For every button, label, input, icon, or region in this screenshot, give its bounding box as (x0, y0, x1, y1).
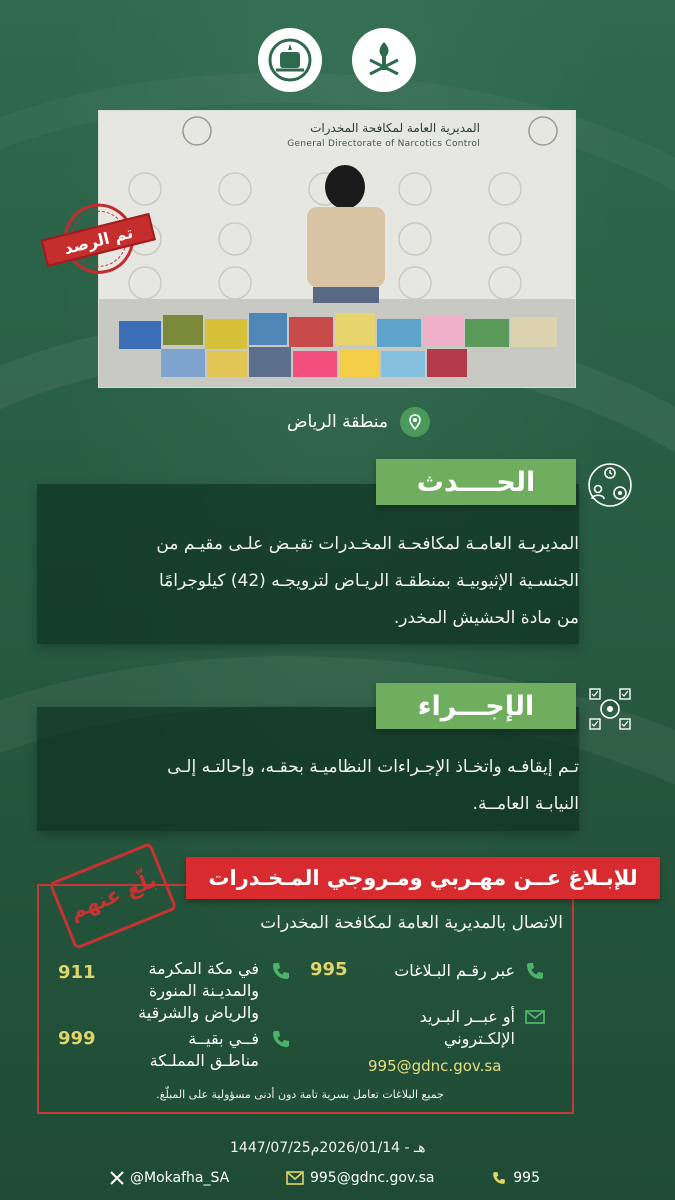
footer-date: 1447/07/25هـ - 2026/01/14م (230, 1140, 426, 1156)
photo-backdrop (99, 111, 576, 388)
footer-email-address: 995@gdnc.gov.sa (309, 1170, 435, 1186)
gdnc-emblem (258, 28, 322, 92)
report-email-link[interactable]: 995@gdnc.gov.sa (368, 1057, 502, 1075)
saudi-emblem (352, 28, 416, 92)
report-stamp-label: بلّغ عنهم (66, 867, 160, 925)
action-text (59, 749, 579, 823)
email-label-line-2: الإلكـتروني (443, 1029, 515, 1048)
region-2-number[interactable]: 999 (58, 1028, 96, 1049)
region-1-line-1: في مكة المكرمة (148, 959, 259, 978)
event-line-3: من مادة الحشيش المخدر. (393, 608, 579, 628)
phone-icon-region-2 (270, 1028, 292, 1050)
region-1-line-3: والرياض والشرقية (138, 1003, 259, 1022)
footer-x[interactable] (110, 1170, 229, 1186)
footer-phone-number: 995 (513, 1170, 540, 1186)
seizure-photo (98, 110, 576, 388)
footer-mail-icon (286, 1171, 304, 1185)
event-text (59, 526, 579, 637)
phone-icon-region-1 (270, 960, 292, 982)
region-1-number[interactable]: 911 (58, 962, 96, 983)
photo-header-english: General Directorate of Narcotics Control (287, 139, 480, 149)
region-1-label (138, 958, 259, 1024)
footer-phone-icon (491, 1170, 507, 1186)
region-1-line-2: والمديـنة المنورة (148, 981, 259, 1000)
footer-phone[interactable] (491, 1170, 540, 1186)
report-banner (186, 857, 660, 899)
location-label: منطقة الرياض (286, 412, 388, 432)
action-header (376, 683, 576, 729)
photo-header-arabic: المديرية العامة لمكافحة المخدرات (310, 121, 480, 135)
action-title: الإجـــراء (417, 690, 535, 722)
report-title: للإبـلاغ عــن مهـربي ومـروجي المـخـدرات (208, 866, 638, 890)
stamp-label: تم الرصد (41, 213, 156, 267)
region-2-line-1: فــي بقيــة (188, 1029, 259, 1048)
event-line-2: الجنسـية الإثيوبيـة بمنطقـة الريـاض لترويجـه (42) كيلوجرامًا (158, 571, 579, 591)
location-pin-icon (400, 407, 430, 437)
email-label-line-1: أو عبــر البـريد (419, 1007, 515, 1026)
region-2-line-2: مناطـق المملـكة (149, 1051, 259, 1070)
footer-contacts (110, 1166, 540, 1190)
event-header (376, 459, 576, 505)
action-line-1: تـم إيقافـه واتخـاذ الإجـراءات النظاميـة بحقـه، وإحالتـه إلـى (167, 757, 579, 777)
action-icon (584, 683, 636, 735)
location (230, 404, 430, 440)
hotline-number[interactable]: 995 (310, 959, 348, 980)
mail-icon (524, 1006, 546, 1028)
event-title: الحــــدث (416, 466, 536, 498)
footer-x-handle: @Mokafha_SA (130, 1170, 230, 1186)
region-2-label (150, 1028, 259, 1072)
hotline-label: عبر رقـم البـلاغات (394, 961, 515, 980)
email-label (420, 1006, 515, 1050)
event-icon (584, 459, 636, 511)
report-disclaimer: جميع البلاغات تعامل بسرية تامة دون أدنى مسؤولية على المبلّغ. (156, 1088, 444, 1101)
phone-icon (524, 960, 546, 982)
x-logo-icon (110, 1171, 124, 1185)
event-line-1: المديريـة العامـة لمكافحـة المخـدرات تقبـض علـى مقيـم من (156, 534, 579, 554)
action-line-2: النيابـة العامــة. (472, 794, 579, 814)
report-subtitle: الاتصال بالمديرية العامة لمكافحة المخدرات (260, 913, 563, 933)
footer-email[interactable] (286, 1170, 435, 1186)
